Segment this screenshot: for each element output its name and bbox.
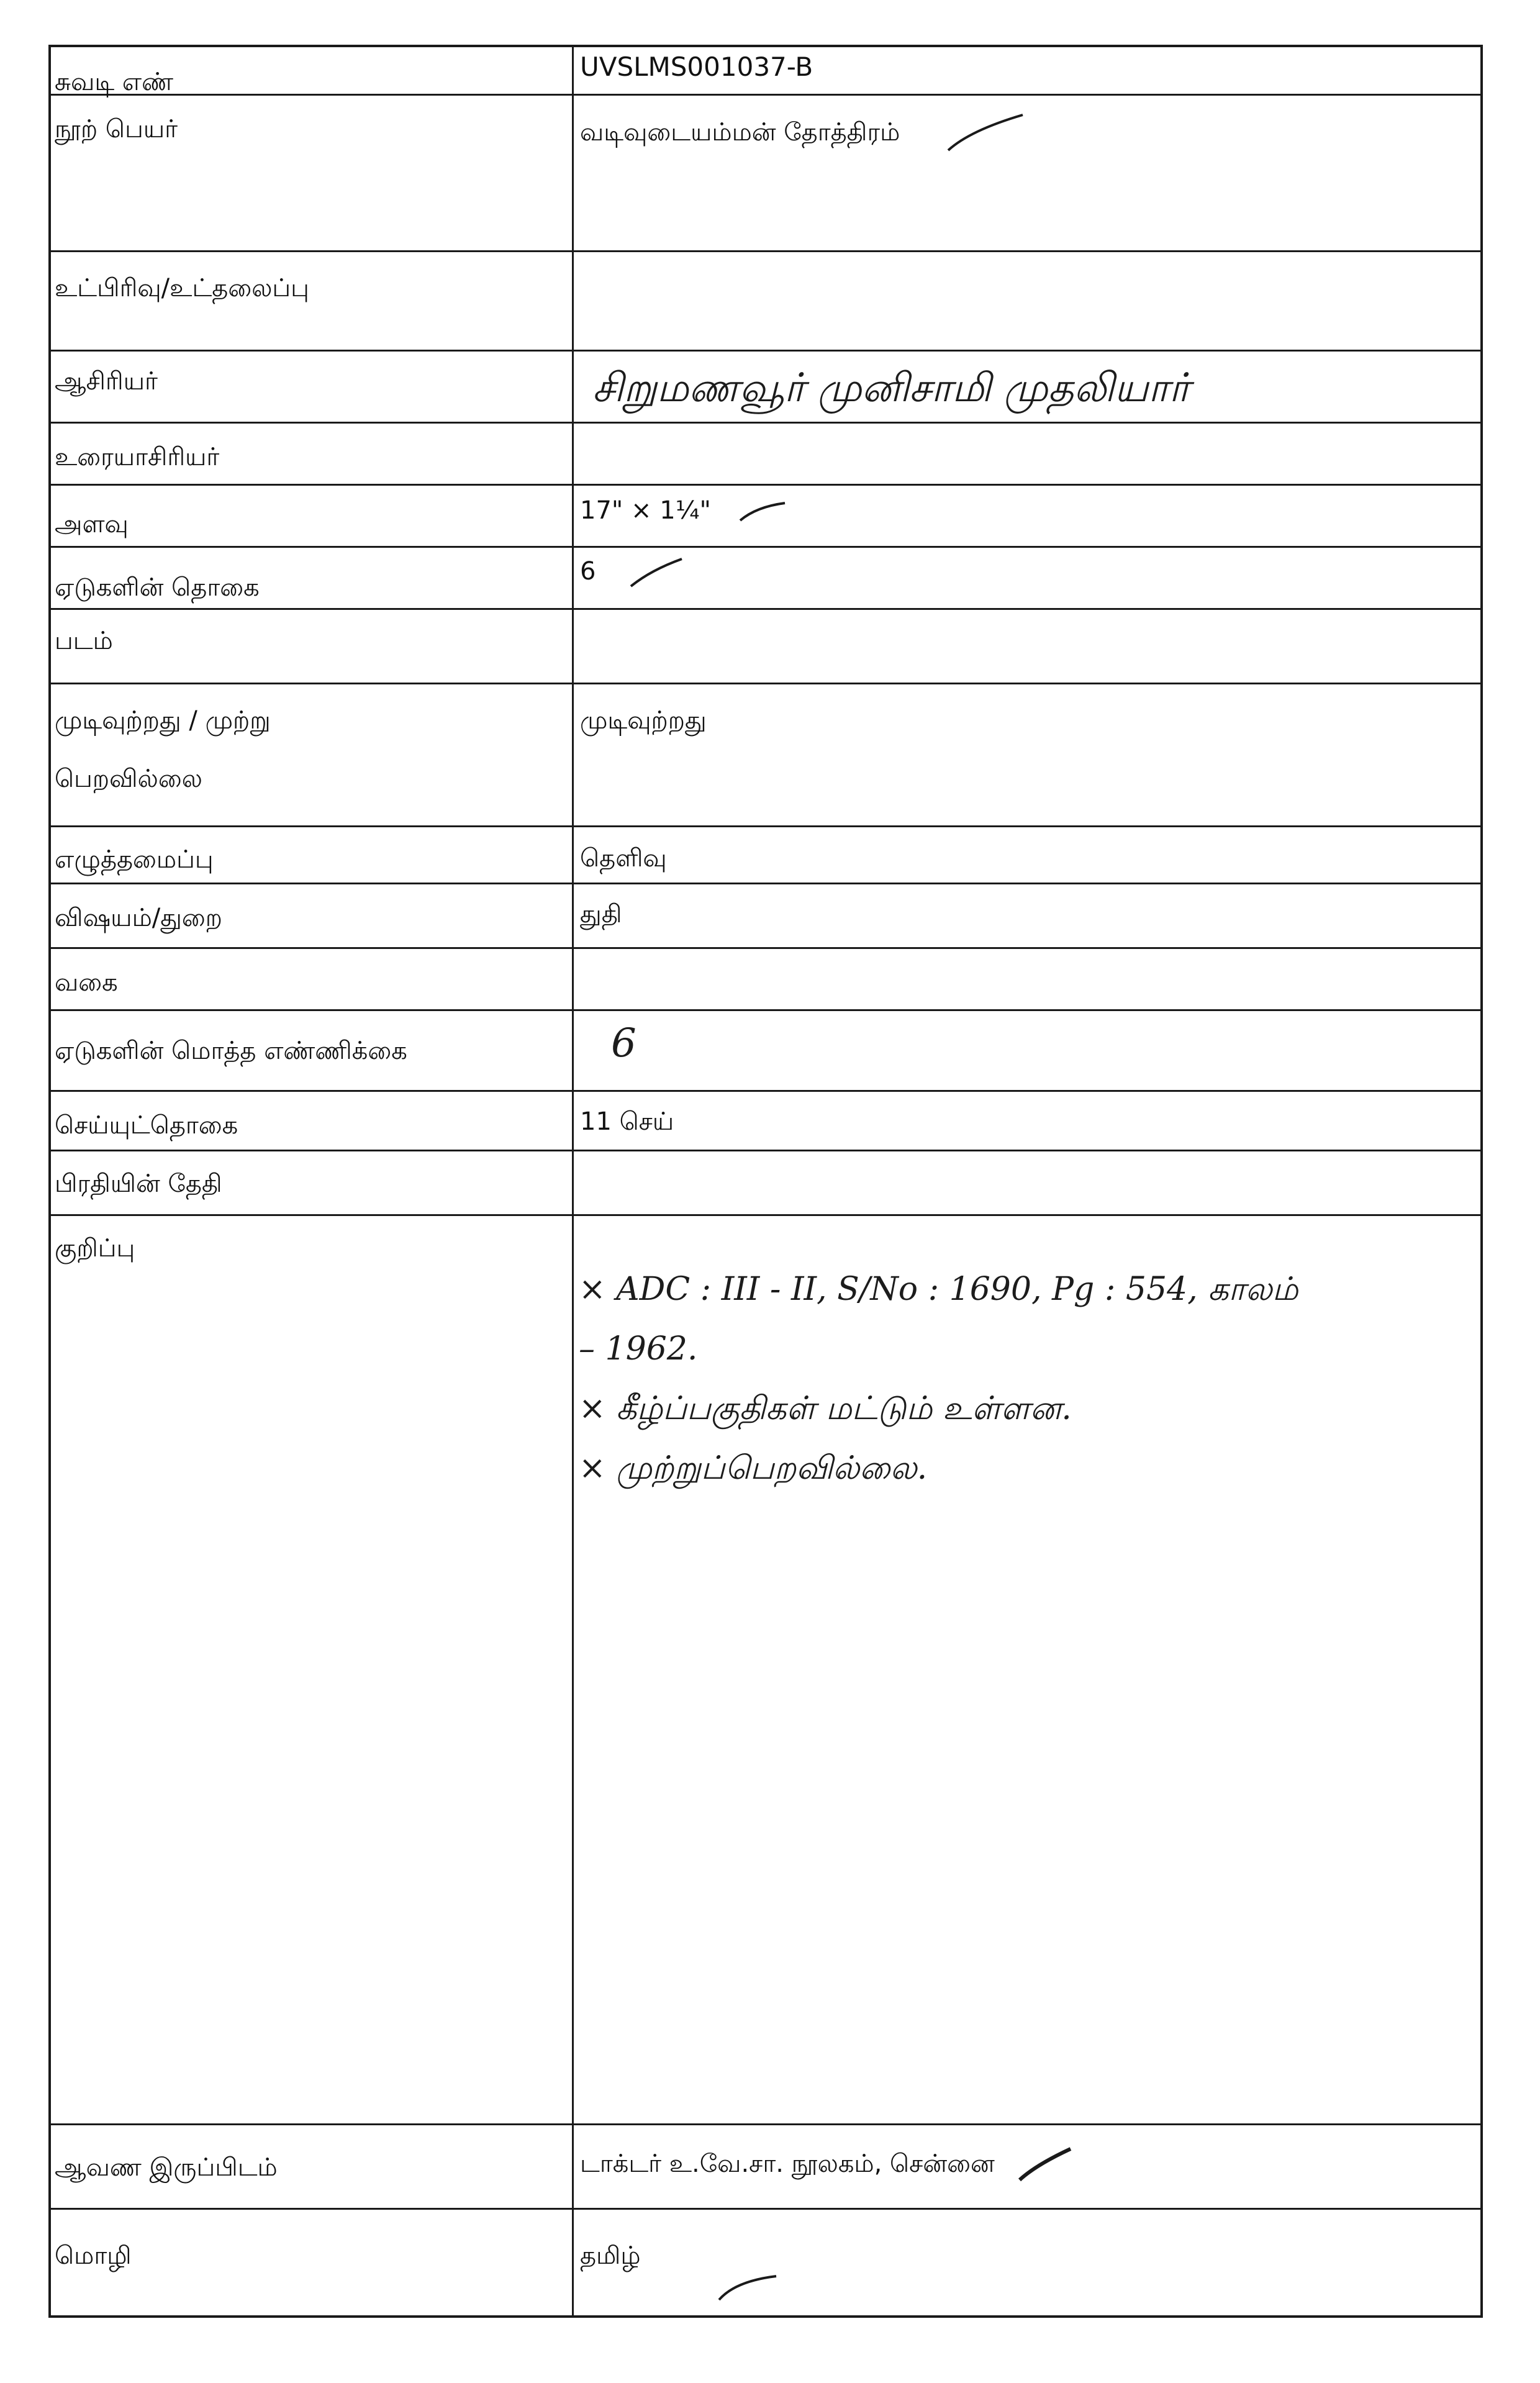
value-repository-cell xyxy=(574,2125,1480,2208)
row-verse-count xyxy=(51,1092,1480,1151)
label-author: ஆசிரியர் xyxy=(51,352,574,422)
tick-mark-icon xyxy=(628,555,684,590)
catalog-form xyxy=(48,45,1483,2318)
note-line: – 1962. xyxy=(579,1330,698,1368)
value-script-quality: தெளிவு xyxy=(580,844,667,873)
row-size xyxy=(51,486,1480,548)
row-repository xyxy=(51,2125,1480,2210)
row-author xyxy=(51,352,1480,424)
note-line: × ADC : III - II, S/No : 1690, Pg : 554, காலம் xyxy=(579,1271,1298,1308)
label-notes: குறிப்பு xyxy=(51,1216,574,2123)
value-subdivision xyxy=(574,252,1480,350)
row-notes xyxy=(51,1216,1480,2125)
row-illustration xyxy=(51,610,1480,684)
label-manuscript-number: சுவடி எண் xyxy=(51,47,574,94)
tick-mark-icon xyxy=(738,499,787,524)
row-type xyxy=(51,949,1480,1011)
value-language: தமிழ் xyxy=(580,2241,641,2270)
row-copy-date xyxy=(51,1151,1480,1216)
row-title xyxy=(51,96,1480,252)
tick-mark-icon xyxy=(945,112,1026,155)
value-completion-status: முடிவுற்றது xyxy=(580,706,707,735)
value-copy-date xyxy=(574,1151,1480,1214)
row-manuscript-number xyxy=(51,47,1480,96)
label-completion-status-line2: பெறவில்லை xyxy=(55,765,202,793)
tick-mark-icon xyxy=(717,2272,779,2304)
label-subject: விஷயம்/துறை xyxy=(51,884,574,947)
value-size: 17" × 1¼" xyxy=(580,496,711,525)
row-total-leaves xyxy=(51,1011,1480,1092)
label-copy-date: பிரதியின் தேதி xyxy=(51,1151,574,1214)
note-line: × முற்றுப்பெறவில்லை. xyxy=(579,1450,928,1487)
value-subject: துதி xyxy=(580,900,622,928)
value-commentator xyxy=(574,424,1480,484)
label-total-leaves: ஏடுகளின் மொத்த எண்ணிக்கை xyxy=(51,1011,574,1090)
row-script-quality xyxy=(51,827,1480,884)
row-subject xyxy=(51,884,1480,949)
label-script-quality: எழுத்தமைப்பு xyxy=(51,827,574,883)
label-commentator: உரையாசிரியர் xyxy=(51,424,574,484)
value-leaf-count: 6 xyxy=(580,557,596,586)
value-repository: டாக்டர் உ.வே.சா. நூலகம், சென்னை xyxy=(580,2149,995,2178)
label-completion-status-line1: முடிவுற்றது / முற்று xyxy=(55,706,271,735)
row-language xyxy=(51,2210,1480,2318)
value-type xyxy=(574,949,1480,1009)
value-language-cell xyxy=(574,2210,1480,2318)
label-title: நூற் பெயர் xyxy=(51,96,574,250)
tick-mark-icon xyxy=(1017,2146,1073,2184)
row-completion-status xyxy=(51,684,1480,827)
value-verse-count: 11 செய் xyxy=(580,1107,674,1136)
value-notes xyxy=(574,1216,1480,2123)
label-illustration: படம் xyxy=(51,610,574,683)
value-manuscript-number: UVSLMS001037-B xyxy=(580,52,813,82)
label-leaf-count: ஏடுகளின் தொகை xyxy=(51,548,574,608)
row-commentator xyxy=(51,424,1480,486)
label-completion-status xyxy=(51,684,574,825)
value-total-leaves: 6 xyxy=(611,1020,636,1066)
row-leaf-count xyxy=(51,548,1480,610)
row-subdivision xyxy=(51,252,1480,352)
value-title: வடிவுடையம்மன் தோத்திரம் xyxy=(580,118,900,147)
value-author: சிறுமணவூர் முனிசாமி முதலியார் xyxy=(592,365,1190,411)
label-language: மொழி xyxy=(51,2210,574,2318)
value-title-cell xyxy=(574,96,1480,250)
value-size-cell xyxy=(574,486,1480,546)
value-total-leaves-cell xyxy=(574,1011,1480,1090)
value-leaf-count-cell xyxy=(574,548,1480,608)
label-type: வகை xyxy=(51,949,574,1009)
value-illustration xyxy=(574,610,1480,683)
label-size: அளவு xyxy=(51,486,574,546)
value-author-cell xyxy=(574,352,1480,422)
label-verse-count: செய்யுட்தொகை xyxy=(51,1092,574,1150)
label-repository: ஆவண இருப்பிடம் xyxy=(51,2125,574,2208)
note-line: × கீழ்ப்பகுதிகள் மட்டும் உள்ளன. xyxy=(579,1390,1072,1427)
label-subdivision: உட்பிரிவு/உட்தலைப்பு xyxy=(51,252,574,350)
